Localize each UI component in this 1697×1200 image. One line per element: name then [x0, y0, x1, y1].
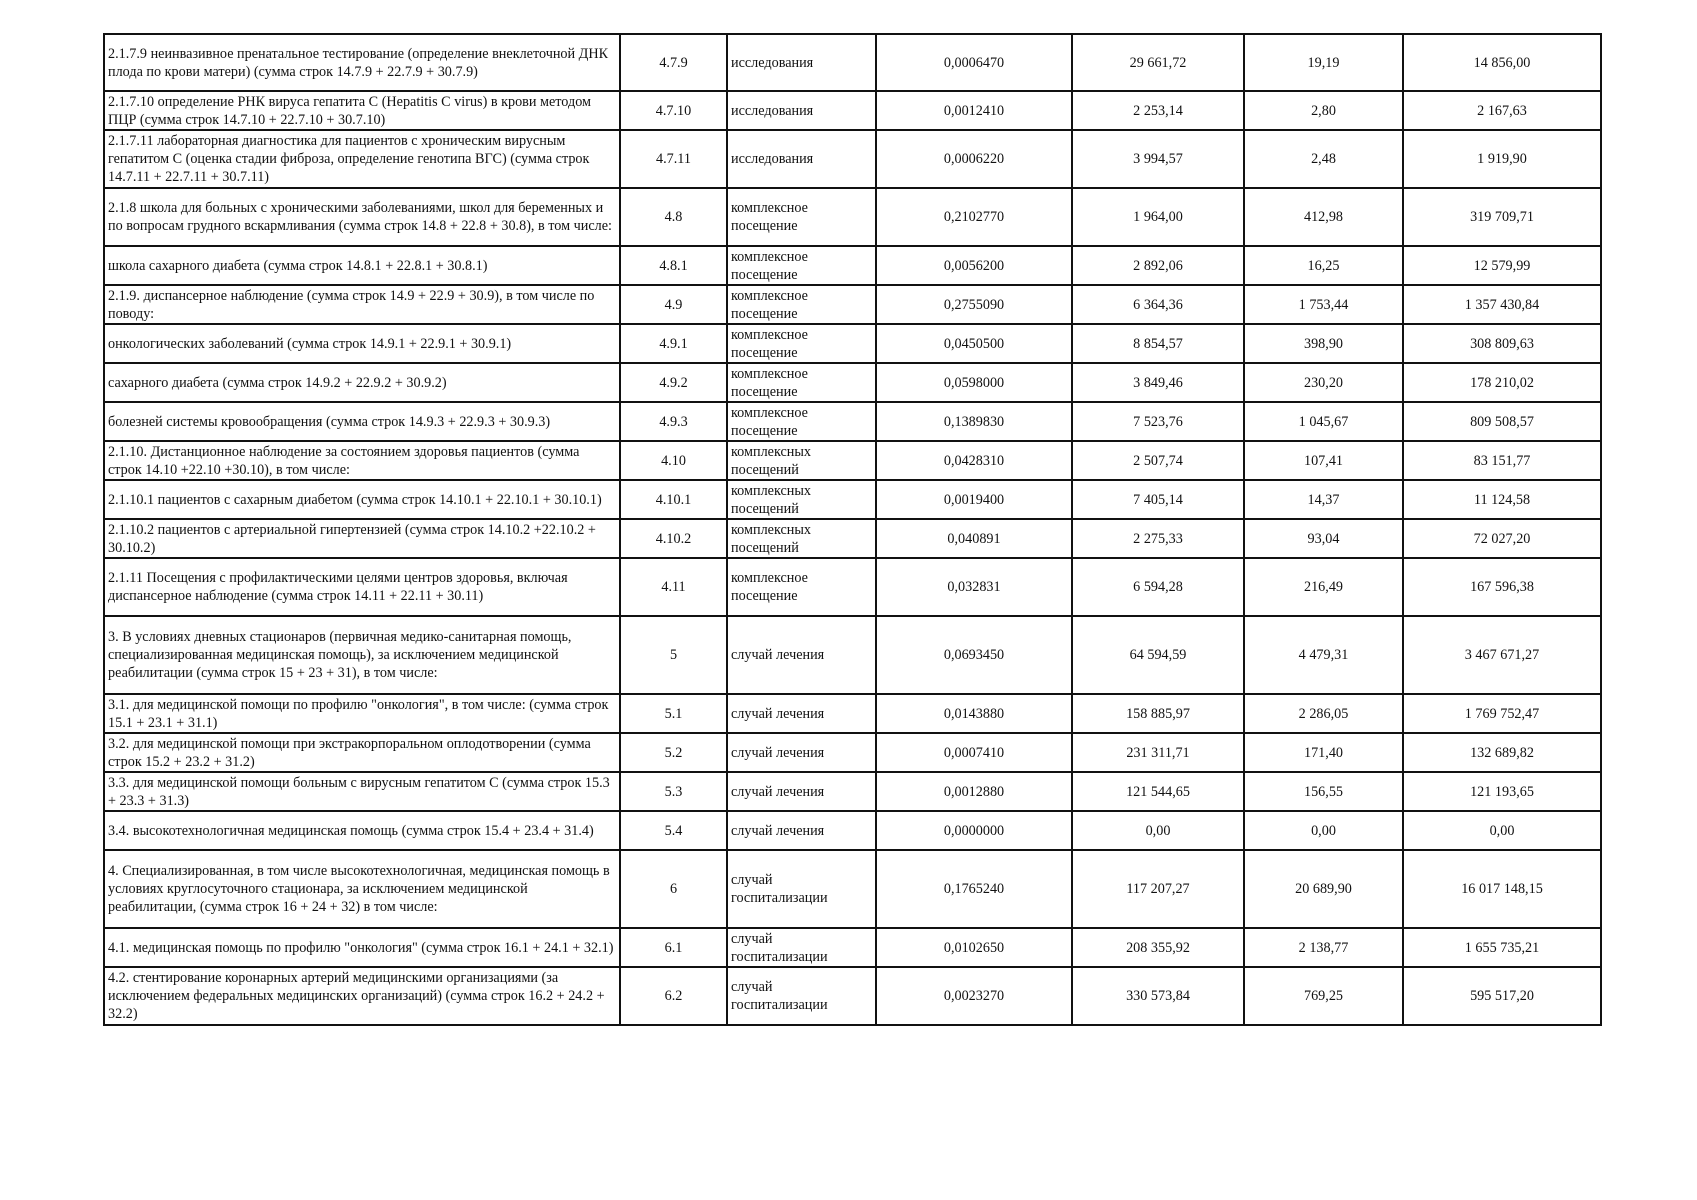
row-total: 16 017 148,15 [1403, 850, 1601, 928]
table-row [104, 363, 1601, 402]
row-name: 4. Специализированная, в том числе высокотехнологичная, медицинская помощь в условиях круглосуточного стационара, за исключением медицинской реабилитации, (сумма строк 16 + 24 + 32) в том числе: [104, 850, 620, 928]
row-per-capita: 107,41 [1244, 441, 1403, 480]
row-total: 72 027,20 [1403, 519, 1601, 558]
row-per-capita: 2 138,77 [1244, 928, 1403, 967]
row-norm: 0,0450500 [876, 324, 1072, 363]
row-norm: 0,0428310 [876, 441, 1072, 480]
row-per-capita: 1 045,67 [1244, 402, 1403, 441]
row-norm: 0,0598000 [876, 363, 1072, 402]
table-row [104, 324, 1601, 363]
row-number: 4.10 [620, 441, 727, 480]
row-norm: 0,0007410 [876, 733, 1072, 772]
row-number: 4.7.11 [620, 130, 727, 188]
row-cost: 6 594,28 [1072, 558, 1244, 616]
row-unit: исследования [727, 34, 876, 91]
row-name: болезней системы кровообращения (сумма строк 14.9.3 + 22.9.3 + 30.9.3) [104, 402, 620, 441]
row-total: 2 167,63 [1403, 91, 1601, 130]
row-total: 121 193,65 [1403, 772, 1601, 811]
row-name: сахарного диабета (сумма строк 14.9.2 + 22.9.2 + 30.9.2) [104, 363, 620, 402]
row-norm: 0,0012410 [876, 91, 1072, 130]
row-unit: случай лечения [727, 694, 876, 733]
row-norm: 0,0693450 [876, 616, 1072, 694]
table-row [104, 558, 1601, 616]
row-per-capita: 171,40 [1244, 733, 1403, 772]
row-total: 0,00 [1403, 811, 1601, 850]
row-cost: 7 523,76 [1072, 402, 1244, 441]
row-unit: комплексных посещений [727, 519, 876, 558]
row-total: 132 689,82 [1403, 733, 1601, 772]
row-total: 3 467 671,27 [1403, 616, 1601, 694]
row-norm: 0,2102770 [876, 188, 1072, 246]
row-name: 3.2. для медицинской помощи при экстракорпоральном оплодотворении (сумма строк 15.2 + 23.2 + 31.2) [104, 733, 620, 772]
row-unit: исследования [727, 130, 876, 188]
row-unit: комплексное посещение [727, 324, 876, 363]
row-name: 4.2. стентирование коронарных артерий медицинскими организациями (за исключением федеральных медицинских организаций) (сумма строк 16.2 + 24.2 + 32.2) [104, 967, 620, 1025]
table-row [104, 441, 1601, 480]
row-per-capita: 14,37 [1244, 480, 1403, 519]
row-cost: 330 573,84 [1072, 967, 1244, 1025]
row-norm: 0,2755090 [876, 285, 1072, 324]
row-per-capita: 20 689,90 [1244, 850, 1403, 928]
row-norm: 0,0006470 [876, 34, 1072, 91]
table-row [104, 850, 1601, 928]
row-per-capita: 4 479,31 [1244, 616, 1403, 694]
row-per-capita: 93,04 [1244, 519, 1403, 558]
row-norm: 0,1389830 [876, 402, 1072, 441]
row-unit: комплексное посещение [727, 558, 876, 616]
row-name: 4.1. медицинская помощь по профилю "онкология" (сумма строк 16.1 + 24.1 + 32.1) [104, 928, 620, 967]
row-cost: 158 885,97 [1072, 694, 1244, 733]
row-name: 2.1.10.2 пациентов с артериальной гипертензией (сумма строк 14.10.2 +22.10.2 + 30.10.2) [104, 519, 620, 558]
row-unit: комплексных посещений [727, 441, 876, 480]
row-norm: 0,032831 [876, 558, 1072, 616]
row-norm: 0,0056200 [876, 246, 1072, 285]
table-body [104, 34, 1601, 1025]
table-row [104, 34, 1601, 91]
row-number: 6 [620, 850, 727, 928]
row-name: 3.4. высокотехнологичная медицинская помощь (сумма строк 15.4 + 23.4 + 31.4) [104, 811, 620, 850]
row-name: 2.1.9. диспансерное наблюдение (сумма строк 14.9 + 22.9 + 30.9), в том числе по поводу: [104, 285, 620, 324]
row-cost: 3 994,57 [1072, 130, 1244, 188]
row-cost: 2 253,14 [1072, 91, 1244, 130]
table-row [104, 733, 1601, 772]
row-cost: 7 405,14 [1072, 480, 1244, 519]
row-name: 2.1.7.9 неинвазивное пренатальное тестирование (определение внеклеточной ДНК плода по крови матери) (сумма строк 14.7.9 + 22.7.9 + 30.7.9) [104, 34, 620, 91]
row-cost: 2 275,33 [1072, 519, 1244, 558]
row-unit: исследования [727, 91, 876, 130]
row-name: 3. В условиях дневных стационаров (первичная медико-санитарная помощь, специализированная медицинская помощь), за исключением медицинской реабилитации (сумма строк 15 + 23 + 31), в том числе: [104, 616, 620, 694]
row-cost: 29 661,72 [1072, 34, 1244, 91]
row-name: 2.1.10. Дистанционное наблюдение за состоянием здоровья пациентов (сумма строк 14.10 +22.10 +30.10), в том числе: [104, 441, 620, 480]
row-name: 2.1.8 школа для больных с хроническими заболеваниями, школ для беременных и по вопросам грудного вскармливания (сумма строк 14.8 + 22.8 + 30.8), в том числе: [104, 188, 620, 246]
row-total: 1 769 752,47 [1403, 694, 1601, 733]
row-name: 3.3. для медицинской помощи больным с вирусным гепатитом С (сумма строк 15.3 + 23.3 + 31.3) [104, 772, 620, 811]
row-cost: 121 544,65 [1072, 772, 1244, 811]
row-norm: 0,0000000 [876, 811, 1072, 850]
row-total: 167 596,38 [1403, 558, 1601, 616]
financing-table [103, 33, 1602, 1026]
row-unit: случай госпитализации [727, 928, 876, 967]
row-norm: 0,040891 [876, 519, 1072, 558]
row-per-capita: 156,55 [1244, 772, 1403, 811]
row-per-capita: 216,49 [1244, 558, 1403, 616]
row-unit: случай лечения [727, 733, 876, 772]
row-number: 4.9.3 [620, 402, 727, 441]
row-total: 1 357 430,84 [1403, 285, 1601, 324]
row-cost: 208 355,92 [1072, 928, 1244, 967]
table-row [104, 616, 1601, 694]
row-cost: 6 364,36 [1072, 285, 1244, 324]
row-number: 5.4 [620, 811, 727, 850]
row-total: 809 508,57 [1403, 402, 1601, 441]
row-number: 6.1 [620, 928, 727, 967]
table-row [104, 519, 1601, 558]
row-name: 2.1.7.11 лабораторная диагностика для пациентов с хроническим вирусным гепатитом С (оценка стадии фиброза, определение генотипа ВГС) (сумма строк 14.7.11 + 22.7.11 + 30.7.11) [104, 130, 620, 188]
row-number: 4.8.1 [620, 246, 727, 285]
row-number: 4.11 [620, 558, 727, 616]
row-number: 5.3 [620, 772, 727, 811]
row-per-capita: 16,25 [1244, 246, 1403, 285]
row-name: школа сахарного диабета (сумма строк 14.8.1 + 22.8.1 + 30.8.1) [104, 246, 620, 285]
row-cost: 8 854,57 [1072, 324, 1244, 363]
row-number: 6.2 [620, 967, 727, 1025]
row-norm: 0,0143880 [876, 694, 1072, 733]
row-per-capita: 412,98 [1244, 188, 1403, 246]
table-row [104, 285, 1601, 324]
row-per-capita: 2,80 [1244, 91, 1403, 130]
row-per-capita: 0,00 [1244, 811, 1403, 850]
row-number: 5 [620, 616, 727, 694]
row-total: 308 809,63 [1403, 324, 1601, 363]
row-total: 595 517,20 [1403, 967, 1601, 1025]
row-unit: случай лечения [727, 811, 876, 850]
row-cost: 1 964,00 [1072, 188, 1244, 246]
row-total: 14 856,00 [1403, 34, 1601, 91]
table-row [104, 811, 1601, 850]
row-unit: случай госпитализации [727, 967, 876, 1025]
row-unit: случай лечения [727, 616, 876, 694]
table-row [104, 772, 1601, 811]
row-per-capita: 2 286,05 [1244, 694, 1403, 733]
row-norm: 0,1765240 [876, 850, 1072, 928]
row-cost: 117 207,27 [1072, 850, 1244, 928]
row-unit: комплексное посещение [727, 188, 876, 246]
table-row [104, 928, 1601, 967]
row-number: 4.7.10 [620, 91, 727, 130]
row-per-capita: 230,20 [1244, 363, 1403, 402]
row-cost: 231 311,71 [1072, 733, 1244, 772]
table-row [104, 967, 1601, 1025]
table-row [104, 188, 1601, 246]
table-row [104, 694, 1601, 733]
row-number: 4.9 [620, 285, 727, 324]
row-total: 1 655 735,21 [1403, 928, 1601, 967]
row-per-capita: 769,25 [1244, 967, 1403, 1025]
row-cost: 64 594,59 [1072, 616, 1244, 694]
row-name: 2.1.7.10 определение РНК вируса гепатита С (Hepatitis C virus) в крови методом ПЦР (сумма строк 14.7.10 + 22.7.10 + 30.7.10) [104, 91, 620, 130]
row-norm: 0,0102650 [876, 928, 1072, 967]
row-number: 5.1 [620, 694, 727, 733]
table-row [104, 246, 1601, 285]
row-unit: комплексное посещение [727, 285, 876, 324]
row-unit: комплексное посещение [727, 402, 876, 441]
row-number: 5.2 [620, 733, 727, 772]
row-number: 4.9.2 [620, 363, 727, 402]
row-cost: 0,00 [1072, 811, 1244, 850]
row-cost: 3 849,46 [1072, 363, 1244, 402]
row-number: 4.8 [620, 188, 727, 246]
row-name: онкологических заболеваний (сумма строк 14.9.1 + 22.9.1 + 30.9.1) [104, 324, 620, 363]
row-per-capita: 1 753,44 [1244, 285, 1403, 324]
row-unit: комплексное посещение [727, 246, 876, 285]
row-total: 319 709,71 [1403, 188, 1601, 246]
row-total: 12 579,99 [1403, 246, 1601, 285]
row-total: 83 151,77 [1403, 441, 1601, 480]
row-per-capita: 2,48 [1244, 130, 1403, 188]
table-row [104, 130, 1601, 188]
row-norm: 0,0006220 [876, 130, 1072, 188]
row-total: 178 210,02 [1403, 363, 1601, 402]
row-number: 4.10.2 [620, 519, 727, 558]
row-number: 4.9.1 [620, 324, 727, 363]
table-row [104, 402, 1601, 441]
row-number: 4.10.1 [620, 480, 727, 519]
row-unit: случай госпитализации [727, 850, 876, 928]
row-name: 3.1. для медицинской помощи по профилю "онкология", в том числе: (сумма строк 15.1 + 23.1 + 31.1) [104, 694, 620, 733]
row-name: 2.1.10.1 пациентов с сахарным диабетом (сумма строк 14.10.1 + 22.10.1 + 30.10.1) [104, 480, 620, 519]
row-norm: 0,0012880 [876, 772, 1072, 811]
row-total: 11 124,58 [1403, 480, 1601, 519]
table-row [104, 91, 1601, 130]
row-unit: комплексных посещений [727, 480, 876, 519]
row-per-capita: 398,90 [1244, 324, 1403, 363]
row-cost: 2 507,74 [1072, 441, 1244, 480]
row-unit: комплексное посещение [727, 363, 876, 402]
row-norm: 0,0023270 [876, 967, 1072, 1025]
row-norm: 0,0019400 [876, 480, 1072, 519]
row-total: 1 919,90 [1403, 130, 1601, 188]
table-row [104, 480, 1601, 519]
row-unit: случай лечения [727, 772, 876, 811]
row-number: 4.7.9 [620, 34, 727, 91]
row-per-capita: 19,19 [1244, 34, 1403, 91]
row-name: 2.1.11 Посещения с профилактическими целями центров здоровья, включая диспансерное наблюдение (сумма строк 14.11 + 22.11 + 30.11) [104, 558, 620, 616]
row-cost: 2 892,06 [1072, 246, 1244, 285]
